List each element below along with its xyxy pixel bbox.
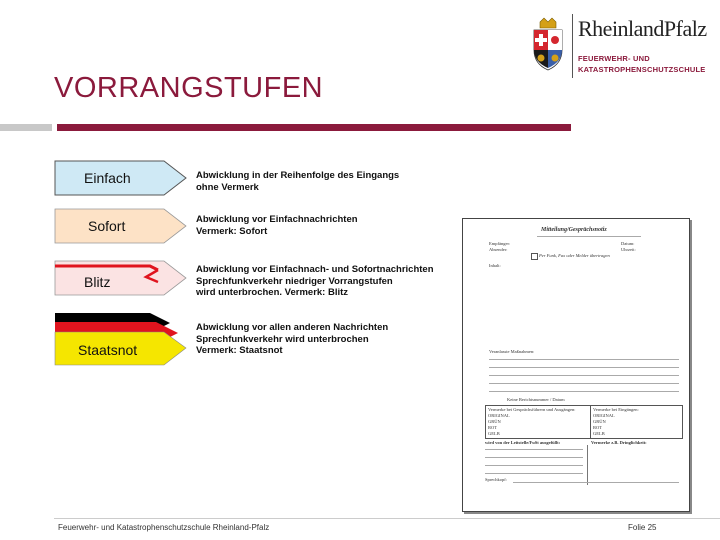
level-sofort — [54, 208, 188, 244]
level-label: Einfach — [84, 170, 131, 186]
form-remarks-row: ROT — [593, 425, 602, 430]
form-content-label: Inhalt: — [489, 263, 501, 268]
description-line: ohne Vermerk — [196, 181, 259, 193]
description-line: Abwicklung in der Reihenfolge des Eingangs — [196, 170, 400, 181]
logo — [528, 12, 718, 82]
level-description-einfach — [196, 170, 399, 193]
form-field-recipient: Empfänger: — [489, 241, 511, 246]
form-remarks-row: ORIGINAL — [488, 413, 510, 418]
form-header-label: Sprechkopf: — [485, 477, 507, 482]
description-line: Abwicklung vor allen anderen Nachrichten — [196, 322, 389, 333]
form-field-date: Datum: — [621, 241, 635, 246]
logo-subtitle-2: KATASTROPHENSCHUTZSCHULE — [578, 65, 706, 74]
coat-of-arms-icon — [528, 16, 568, 72]
logo-subtitle-1: FEUERWEHR- UND — [578, 54, 650, 63]
form-remarks-right-head: Vermerke bei Eingängen: — [593, 407, 639, 412]
title-bar-grey — [0, 124, 52, 131]
form-measures-label: Veranlasste Maßnahmen: — [489, 349, 535, 354]
form-remarks-left-head: Vermerke bei Gesprächsführern und Ausgängen: — [488, 407, 576, 412]
form-reference: Keine Berichtsnummer / Datum — [507, 397, 565, 402]
description-line: Vermerk: Sofort — [196, 225, 268, 237]
footer-divider — [54, 518, 720, 519]
form-checkbox — [531, 253, 538, 260]
form-field-time: Uhrzeit: — [621, 247, 636, 252]
footer-organization: Feuerwehr- und Katastrophenschutzschule Rheinland-Pfalz — [58, 523, 270, 532]
level-einfach — [54, 160, 188, 196]
level-description-staatsnot — [196, 322, 388, 357]
form-remarks-row: GRÜN — [593, 419, 606, 424]
description-line: Abwicklung vor Einfachnachrichten — [196, 214, 358, 225]
footer-page-number: Folie 25 — [628, 523, 657, 532]
level-blitz — [54, 260, 188, 296]
form-field-sender: Absender: — [489, 247, 508, 252]
form-remarks-row: ROT — [488, 425, 497, 430]
logo-name: RheinlandPfalz — [578, 16, 707, 41]
form-remarks-row: ORIGINAL — [593, 413, 615, 418]
form-remarks-row: GELB — [488, 431, 500, 436]
form-remarks-table — [485, 405, 683, 439]
message-form-image — [462, 218, 690, 512]
description-line: Abwicklung vor Einfachnach- und Sofortnachrichten — [196, 264, 434, 275]
description-line: Sprechfunkverkehr niedriger Vorrangstufen — [196, 275, 393, 287]
level-label: Blitz — [84, 274, 111, 290]
form-remarks-row: GRÜN — [488, 419, 501, 424]
level-arrow-shape — [54, 260, 188, 296]
page-title: VORRANGSTUFEN — [54, 72, 324, 104]
form-remarks-row: GELB — [593, 431, 605, 436]
form-checkbox-label: Per Funk, Fax oder Melder übertragen — [539, 253, 610, 258]
description-line: Sprechfunkverkehr wird unterbrochen — [196, 333, 369, 345]
level-label: Sofort — [88, 218, 126, 234]
description-line: Vermerk: Staatsnot — [196, 345, 283, 356]
level-staatsnot — [54, 312, 188, 366]
form-dispatch-label: wird von der Leitstelle/FuSt ausgefüllt: — [485, 440, 561, 445]
form-title: Mitteilung/Gesprächsnotiz — [541, 227, 607, 233]
logo-divider — [572, 14, 573, 78]
level-description-sofort — [196, 214, 358, 237]
title-bar-red — [57, 124, 571, 131]
form-notes-label: Vermerke z.B. Dringlichkeit: — [591, 440, 647, 445]
description-line: wird unterbrochen. Vermerk: Blitz — [196, 287, 349, 298]
level-description-blitz — [196, 264, 434, 299]
level-label: Staatsnot — [78, 342, 138, 358]
